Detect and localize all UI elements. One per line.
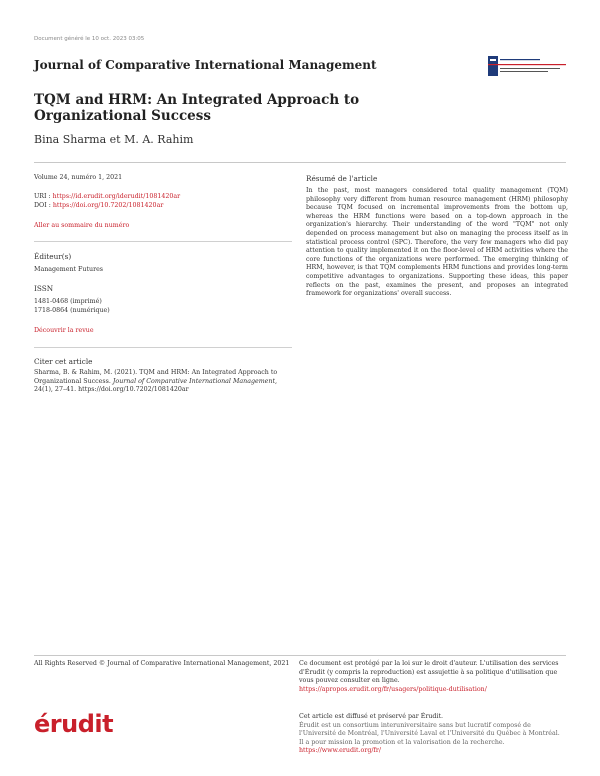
toc-link[interactable]: Aller au sommaire du numéro [34, 222, 130, 229]
article-authors: Bina Sharma et M. A. Rahim [34, 133, 194, 146]
footer-divider [34, 655, 566, 656]
doi-label: DOI : [34, 202, 53, 209]
policy-link[interactable]: https://apropos.erudit.org/fr/usagers/politique-dutilisation/ [299, 685, 487, 693]
citation-text [34, 369, 284, 395]
journal-name: Journal of Comparative International Management [34, 58, 377, 72]
discover-journal-link[interactable]: Découvrir la revue [34, 327, 94, 334]
article-title: TQM and HRM: An Integrated Approach to Organizational Success [34, 92, 360, 124]
section-divider [34, 347, 292, 348]
journal-logo [488, 56, 566, 76]
consortium-text: Érudit est un consortium interuniversitaire sans but lucratif composé de l'Université de Montréal, l'Université Laval et l'Université du Québec à Montréal. Il a pour mission la promotion et la valorisation de la recherche. [299, 721, 560, 746]
publisher-label: Éditeur(s) [34, 252, 72, 261]
erudit-logo: érudit [34, 710, 114, 738]
issn-label: ISSN [34, 284, 54, 293]
erudit-info [299, 713, 566, 756]
abstract-text: In the past, most managers considered total quality management (TQM) philosophy very different from human resource management (HRM) philosophy because TQM focused on incremental improvements from the bottom up, whereas the HRM functions were based on a top-down approach in the organization's hierarchy. Their understanding of the word "TQM" not only depended on process management but also on managing the process itself as in statistical process control (SPC). Therefore, the very few managers who did pay attention to quality implemented it on the floor-level of HRM activities where the core functions of the organizations were performed. The emerging thinking of HRM, however, is that TQM complements HRM functions and provides long-term competitive advantages to organizations. Supporting these ideas, this paper reflects on the past, examines the present, and proposes an integrated framework for organizations' overall success. [306, 187, 568, 298]
uri-line [34, 193, 180, 202]
doi-line [34, 202, 163, 211]
issn-digital: 1718-0864 (numérique) [34, 307, 110, 314]
citation-journal: Journal of Comparative International Management, [112, 377, 277, 385]
uri-label: URI : [34, 193, 53, 200]
header-divider [34, 162, 566, 163]
citation-part1: Sharma, B. & Rahim, M. (2021). TQM and HRM: An Integrated Approach to Organizational Success. [34, 369, 278, 385]
doi-link[interactable]: https://doi.org/10.7202/1081420ar [52, 202, 164, 209]
generated-date: Document généré le 10 oct. 2023 03:05 [34, 36, 145, 42]
issn-print: 1481-0468 (imprimé) [34, 298, 102, 305]
abstract-label: Résumé de l'article [306, 174, 378, 183]
diffusion-text: Cet article est diffusé et préservé par Érudit. [299, 713, 443, 720]
copyright-notice [299, 660, 566, 694]
section-divider [34, 241, 292, 242]
publisher-name: Management Futures [34, 266, 104, 273]
copyright-text: Ce document est protégé par la loi sur le droit d'auteur. L'utilisation des services d'Érudit (y compris la reproduction) est assujettie à sa politique d'utilisation que vous pouvez consulter en ligne. [299, 660, 559, 685]
volume-info: Volume 24, numéro 1, 2021 [34, 174, 123, 181]
uri-link[interactable]: https://id.erudit.org/iderudit/1081420ar [52, 193, 181, 200]
citation-part2: 24(1), 27–41. https://doi.org/10.7202/1081420ar [34, 386, 189, 394]
erudit-site-link[interactable]: https://www.erudit.org/fr/ [299, 747, 381, 755]
rights-notice: All Rights Reserved © Journal of Comparative International Management, 2021 [34, 660, 290, 667]
cite-label: Citer cet article [34, 357, 93, 366]
